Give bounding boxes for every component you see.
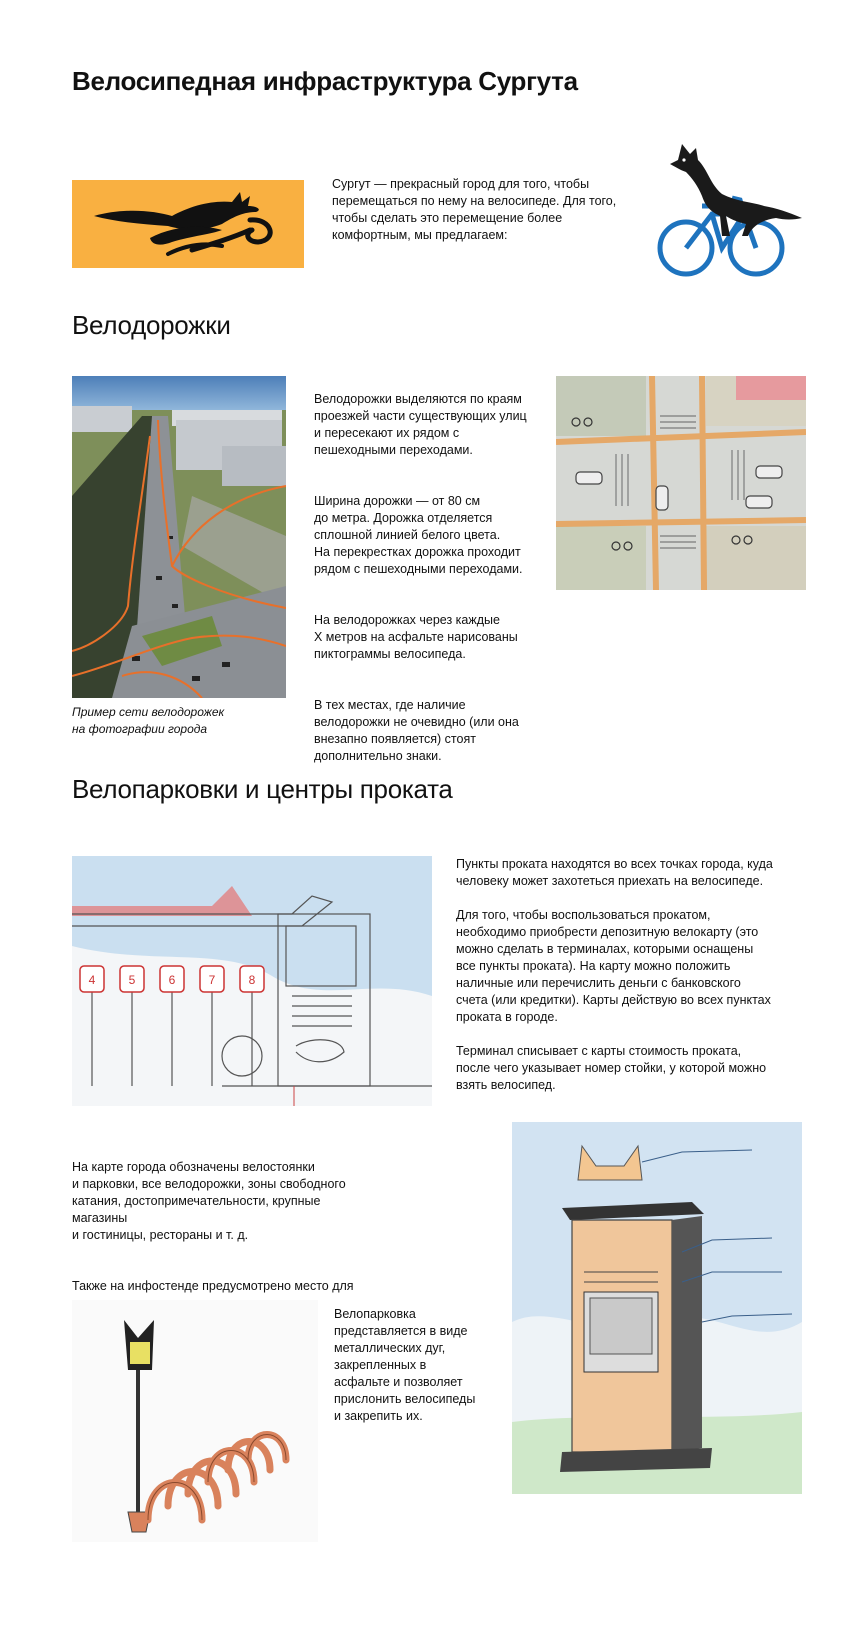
fox-logo-icon [72, 180, 304, 268]
station-number-3: 6 [168, 973, 176, 987]
lanes-paragraph-4: В тех местах, где наличие велодорожки не очевидно (или она внезапно появляется) стоят дополнительно знаки. [314, 698, 519, 763]
page-title: Велосипедная инфраструктура Сургута [72, 66, 578, 96]
lanes-text [314, 374, 530, 782]
section-heading-lanes: Велодорожки [72, 310, 231, 340]
rental-station-sketch [72, 856, 432, 1106]
intersection-sketch [556, 376, 806, 590]
rental-paragraph-1: Пункты проката находятся во всех точках города, куда человеку может захотеться приехать на велосипеде. [456, 857, 773, 888]
map-paragraph-1: На карте города обозначены велостоянки и парковки, все велодорожки, зоны свободного катания, достопримечательности, крупные магазины и гостиницы, рестораны и т. д. [72, 1160, 346, 1242]
rental-text [456, 856, 776, 1094]
station-number-1: 4 [88, 973, 96, 987]
rack-paragraph: Велопарковка представляется в виде металлических дуг, закрепленных в асфальте и позволяет прислонить велосипеды и закрепить их. [334, 1307, 476, 1423]
rental-paragraph-3: Терминал списывает с карты стоимость проката, после чего указывает номер стойки, у которой можно взять велосипед. [456, 1044, 767, 1092]
station-number-5: 8 [248, 973, 256, 987]
city-aerial-photo [72, 376, 286, 698]
fox-on-bike-icon [652, 136, 820, 284]
station-number-2: 5 [128, 973, 136, 987]
lanes-paragraph-3: На велодорожках через каждые X метров на асфальте нарисованы пиктограммы велосипеда. [314, 613, 518, 661]
logo-banner [72, 180, 304, 268]
bike-rack-sketch [72, 1300, 318, 1542]
rental-paragraph-2: Для того, чтобы воспользоваться прокатом, необходимо приобрести депозитную велокарту (это можно сделать в терминалах, которыми оснащены все пункты проката). На карту можно положить наличные или перечислить деньги с банковского счета (или кредитки). Карты действую во всех пунктах проката в городе. [456, 908, 771, 1024]
lanes-paragraph-1: Велодорожки выделяются по краям проезжей части существующих улиц и пересекают их рядом с пешеходными переходами. [314, 392, 527, 457]
terminal-sketch [512, 1122, 802, 1494]
map-paragraph-2: Также на инфостенде предусмотрено место для [72, 1279, 354, 1293]
photo-caption: Пример сети велодорожек на фотографии города [72, 705, 225, 736]
section-heading-parking: Велопарковки и центры проката [72, 774, 453, 804]
station-number-4: 7 [208, 973, 216, 987]
fox-illustration [652, 136, 820, 284]
rack-text [334, 1306, 484, 1425]
intro-text [332, 176, 632, 244]
lanes-paragraph-2: Ширина дорожки — от 80 см до метра. Дорожка отделяется сплошной линией белого цвета. На перекрестках дорожка проходит рядом с пешеходными переходами. [314, 494, 523, 576]
intro-paragraph: Сургут — прекрасный город для того, чтобы перемещаться по нему на велосипеде. Для того, чтобы сделать это перемещение более комфортным, мы предлагаем: [332, 177, 617, 242]
